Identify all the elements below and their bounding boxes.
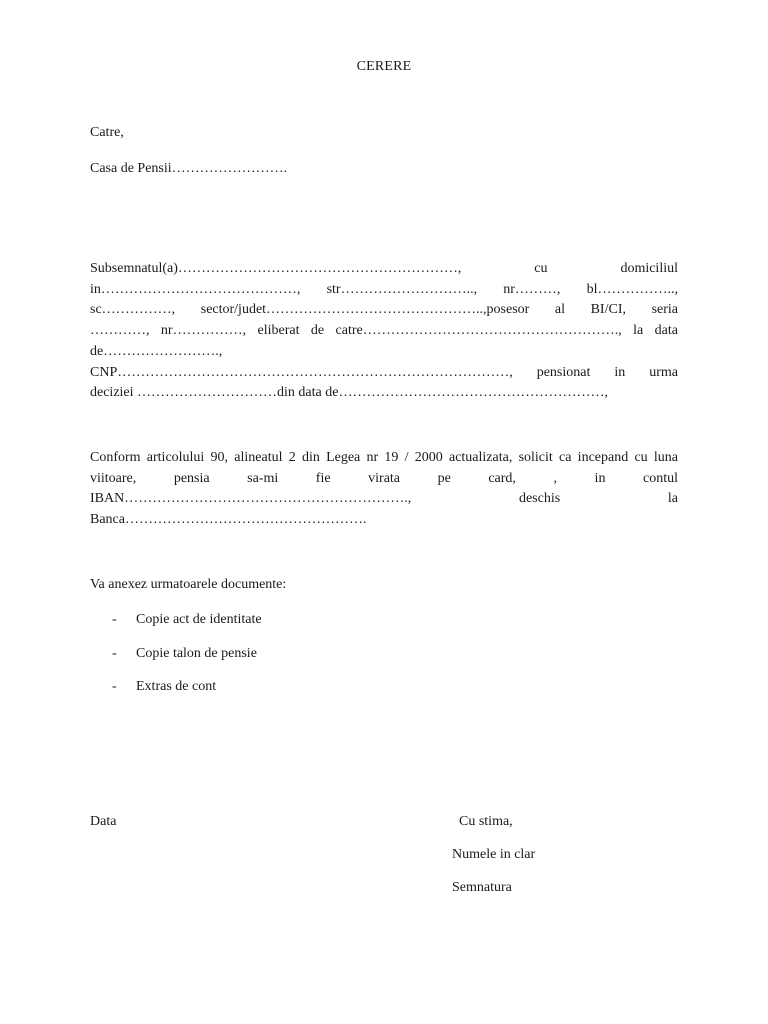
identity-line: …………, nr……………, eliberat de catre………………………………………………., la data bbox=[90, 323, 678, 339]
date-label: Data bbox=[90, 814, 117, 829]
addressee-institution: Casa de Pensii……………………. bbox=[90, 161, 288, 176]
request-line: Conform articolului 90, alineatul 2 din Legea nr 19 / 2000 actualizata, solicit ca incepand cu luna bbox=[90, 450, 678, 465]
attachment-label: Copie talon de pensie bbox=[136, 645, 257, 661]
request-line: viitoare, pensia sa-mi fie virata pe card, , in contul bbox=[90, 470, 678, 486]
request-paragraph bbox=[90, 448, 678, 531]
identity-line: in……………………………………, str……………………….., nr………, bl…………….., bbox=[90, 281, 678, 297]
identity-line: CNP…………………………………………………………………………, pensionat in urma bbox=[90, 364, 678, 380]
list-bullet: - bbox=[112, 612, 117, 627]
attachments-intro: Va anexez urmatoarele documente: bbox=[90, 577, 287, 592]
identity-line: Subsemnatul(a)……………………………………………………, cu domiciliul bbox=[90, 261, 678, 276]
signature-label: Semnatura bbox=[452, 880, 512, 895]
attachment-label: Copie act de identitate bbox=[136, 612, 262, 627]
identity-line: sc……………, sector/judet………………………………………..,posesor al BI/CI, seria bbox=[90, 302, 678, 318]
addressee-greeting: Catre, bbox=[90, 125, 124, 140]
name-label: Numele in clar bbox=[452, 847, 536, 862]
attachment-label: Extras de cont bbox=[136, 679, 217, 695]
request-line: IBAN……………………………………………………., deschis la bbox=[90, 491, 678, 507]
identity-paragraph bbox=[90, 259, 678, 404]
identity-line: de……………………., bbox=[90, 343, 223, 359]
identity-line: deciziei …………………………din data de…………………………………………………, bbox=[90, 385, 608, 401]
list-bullet: - bbox=[112, 645, 117, 661]
list-bullet: - bbox=[112, 679, 117, 695]
document-title: CERERE bbox=[356, 59, 412, 74]
request-line: Banca……………………………………………. bbox=[90, 512, 367, 528]
closing-text: Cu stima, bbox=[459, 814, 513, 829]
